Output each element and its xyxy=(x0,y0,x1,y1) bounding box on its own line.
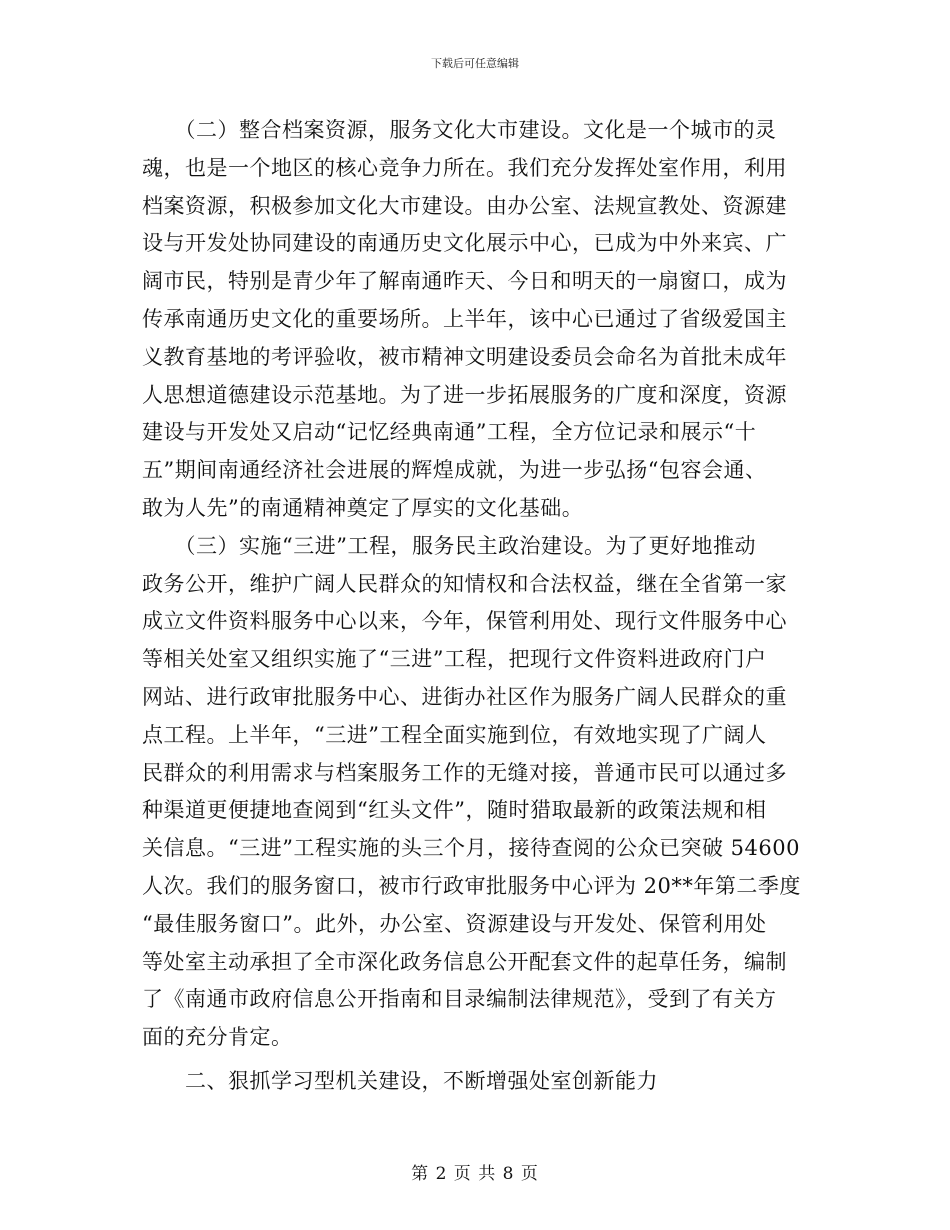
text-line: 政务公开，维护广阔人民群众的知情权和合法权益，继在全省第一家 xyxy=(142,571,787,596)
text-line: “最佳服务窗口”。此外，办公室、资源建设与开发处、保管利用处 xyxy=(142,911,767,936)
text-line: 五”期间南通经济社会进展的辉煌成就，为进一步弘扬“包容会通、 xyxy=(142,458,767,483)
text-line: 网站、进行政审批服务中心、进街办社区作为服务广阔人民群众的重 xyxy=(142,684,787,709)
section-heading: 二、狠抓学习型机关建设，不断增强处室创新能力 xyxy=(142,1068,658,1093)
text-line: 点工程。上半年，“三进”工程全面实施到位，有效地实现了广阔人 xyxy=(142,722,767,747)
text-line: 成立文件资料服务中心以来，今年，保管利用处、现行文件服务中心 xyxy=(142,609,787,634)
text-line: 建设与开发处又启动“记忆经典南通”工程，全方位记录和展示“十 xyxy=(142,420,757,445)
text-line: 义教育基地的考评验收，被市精神文明建设委员会命名为首批未成年 xyxy=(142,344,787,369)
text-line: （二）整合档案资源，服务文化大市建设。文化是一个城市的灵 xyxy=(142,118,777,142)
text-line: 等相关处室又组织实施了“三进”工程，把现行文件资料进政府门户 xyxy=(142,647,767,672)
text-line: 阔市民，特别是青少年了解南通昨天、今日和明天的一扇窗口，成为 xyxy=(142,269,787,294)
text-line: 魂，也是一个地区的核心竞争力所在。我们充分发挥处室作用，利用 xyxy=(142,155,787,180)
text-line: 传承南通历史文化的重要场所。上半年，该中心已通过了省级爱国主 xyxy=(142,306,787,331)
paragraph-cultural-city xyxy=(142,112,812,528)
text-line: 种渠道更便捷地查阅到“红头文件”，随时猎取最新的政策法规和相 xyxy=(142,798,767,823)
page-number-footer: 第 2 页 共 8 页 xyxy=(411,1164,539,1184)
text-line: 敢为人先”的南通精神奠定了厚实的文化基础。 xyxy=(142,495,584,520)
page-header-note: 下载后可任意编辑 xyxy=(431,57,519,70)
text-line: 人思想道德建设示范基地。为了进一步拓展服务的广度和深度，资源 xyxy=(142,382,787,407)
text-line: （三）实施“三进”工程，服务民主政治建设。为了更好地推动 xyxy=(142,533,756,558)
body-text xyxy=(142,112,812,1101)
text-line: 关信息。“三进”工程实施的头三个月，接待查阅的公众已突破 54600 xyxy=(142,836,800,861)
text-line: 民群众的利用需求与档案服务工作的无缝对接，普通市民可以通过多 xyxy=(142,760,787,785)
text-line: 了《南通市政府信息公开指南和目录编制法律规范》，受到了有关方 xyxy=(142,987,777,1012)
text-line: 面的充分肯定。 xyxy=(142,1025,293,1050)
text-line: 人次。我们的服务窗口，被市行政审批服务中心评为 20**年第二季度 xyxy=(142,873,801,898)
text-line: 等处室主动承担了全市深化政务信息公开配套文件的起草任务，编制 xyxy=(142,949,787,974)
paragraph-three-entries xyxy=(142,528,812,1057)
text-line: 档案资源，积极参加文化大市建设。由办公室、法规宣教处、资源建 xyxy=(142,193,787,218)
text-line: 设与开发处协同建设的南通历史文化展示中心，已成为中外来宾、广 xyxy=(142,231,787,256)
